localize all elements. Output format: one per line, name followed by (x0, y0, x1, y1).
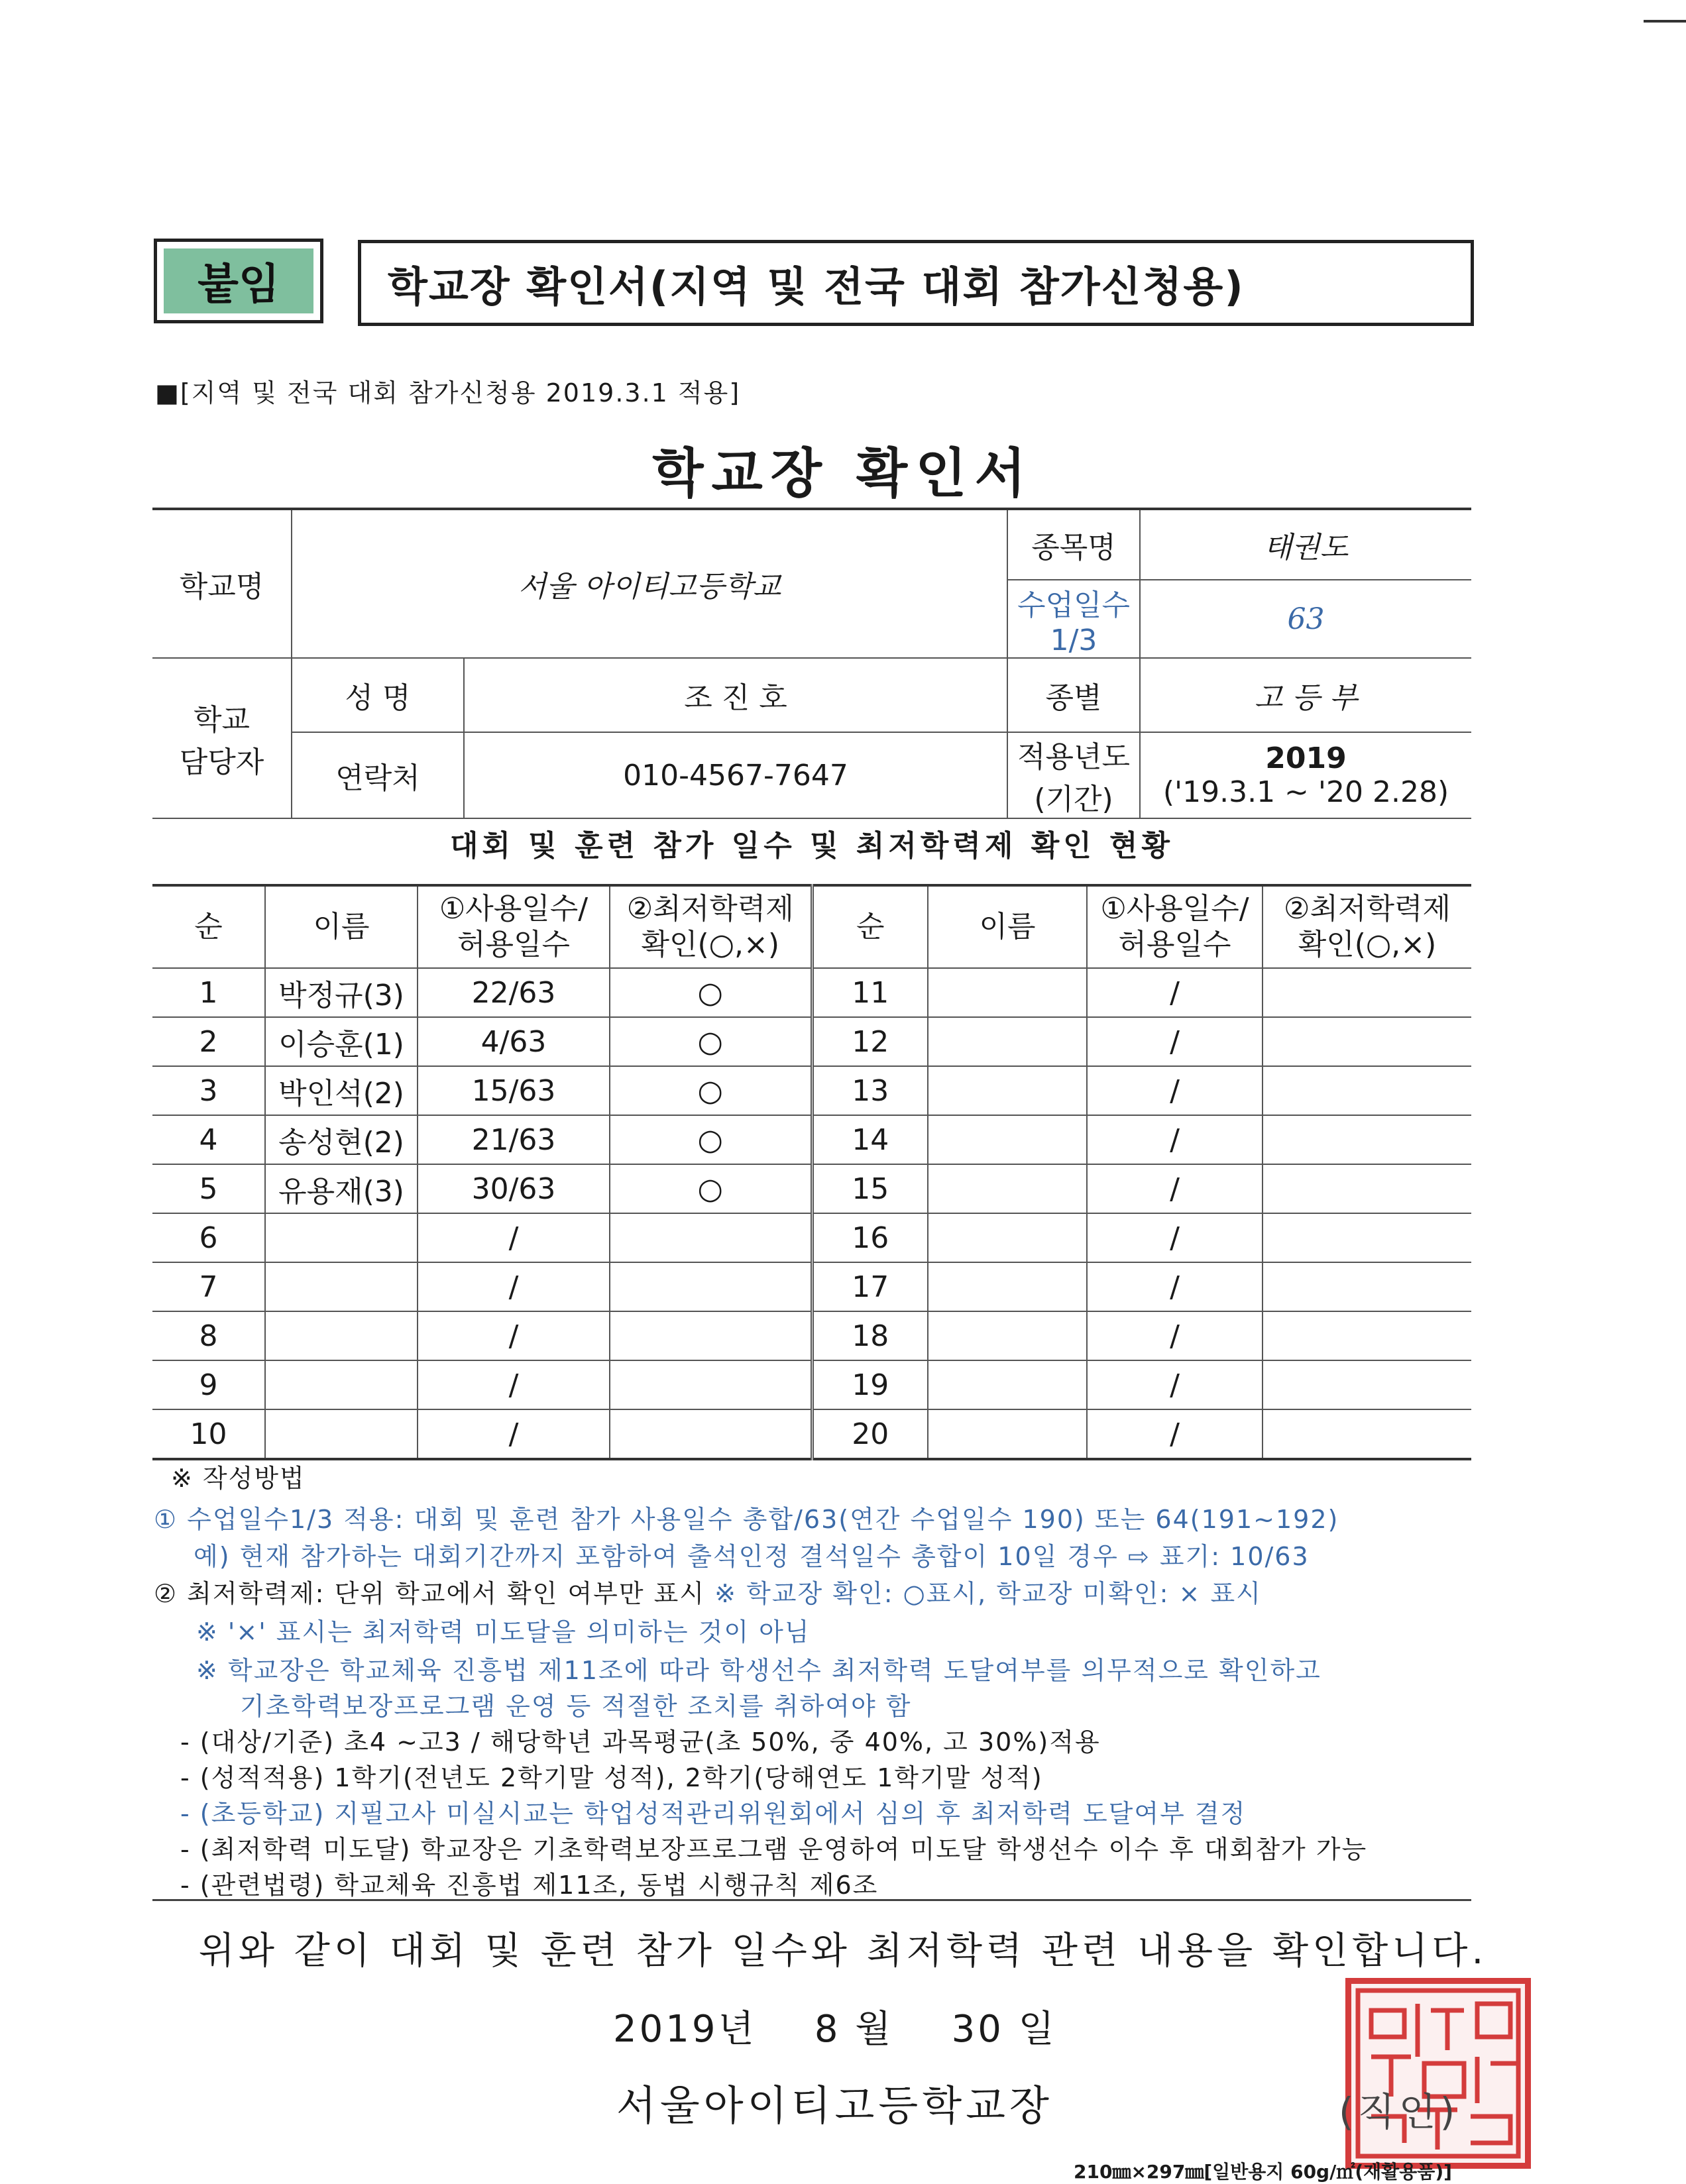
academic-check (1263, 1409, 1471, 1459)
table-row (152, 1311, 1471, 1360)
days-used: / (418, 1213, 610, 1262)
detail-2: - (성적적용) 1학기(전년도 2학기말 성적), 2학기(당해연도 1학기말 성적) (180, 1763, 1043, 1792)
header-days-2 (1087, 885, 1263, 968)
table-row (152, 1409, 1471, 1459)
days-used: / (1087, 1017, 1263, 1066)
days-used: / (418, 1360, 610, 1409)
student-name: 박인석(2) (265, 1066, 418, 1115)
closing-statement: 위와 같이 대회 및 훈련 참가 일수와 최저학력 관련 내용을 확인합니다. (198, 1930, 1488, 1973)
detail-5: - (관련법령) 학교체육 진흥법 제11조, 동법 시행규칙 제6조 (180, 1871, 879, 1900)
divider (152, 1899, 1471, 1901)
division-value: 고 등 부 (1140, 658, 1471, 732)
student-name (928, 1017, 1087, 1066)
student-name: 유용재(3) (265, 1164, 418, 1213)
row-number: 6 (152, 1213, 265, 1262)
division-label: 종별 (1007, 658, 1140, 732)
manager-label (152, 658, 292, 818)
days-used: / (1087, 1164, 1263, 1213)
note-3: ※ '×' 표시는 최저학력 미도달을 의미하는 것이 아님 (196, 1617, 811, 1647)
person-name-value: 조 진 호 (464, 658, 1007, 732)
row-number: 7 (152, 1262, 265, 1311)
student-name (928, 1213, 1087, 1262)
class-days-value: 63 (1140, 580, 1471, 658)
days-used: / (1087, 1213, 1263, 1262)
academic-check (1263, 1115, 1471, 1164)
days-used: / (1087, 968, 1263, 1017)
row-number: 13 (812, 1066, 928, 1115)
note-4-line2: 기초학력보장프로그램 운영 등 적절한 조치를 취하여야 함 (240, 1692, 912, 1721)
days-used: / (418, 1311, 610, 1360)
subtitle: ■[지역 및 전국 대회 참가신청용 2019.3.1 적용] (155, 378, 741, 408)
student-name (265, 1311, 418, 1360)
table-row (152, 1115, 1471, 1164)
student-name (928, 1409, 1087, 1459)
academic-check (610, 1213, 812, 1262)
note-2-text: ② 최저학력제: 단위 학교에서 확인 여부만 표시 (154, 1579, 715, 1608)
student-name (928, 1115, 1087, 1164)
person-name-label: 성 명 (292, 658, 464, 732)
row-number: 5 (152, 1164, 265, 1213)
date-month-unit: 월 (855, 2008, 894, 2051)
academic-check (610, 1409, 812, 1459)
academic-check: ○ (610, 1115, 812, 1164)
student-name (265, 1262, 418, 1311)
days-used: / (1087, 1262, 1263, 1311)
year-value (1140, 732, 1471, 818)
header-days (418, 885, 610, 968)
paper-spec: 210㎜×297㎜[일반용지 60g/㎡(재활용품)] (1074, 2161, 1452, 2183)
class-days-label-line1: 수업일수 (1017, 588, 1130, 622)
issue-date (613, 2000, 1057, 2053)
class-days-label-line2: 1/3 (1050, 623, 1097, 657)
academic-check (610, 1311, 812, 1360)
attachment-badge-label: 붙임 (164, 248, 313, 313)
days-used: / (1087, 1360, 1263, 1409)
note-1-line2: 예) 현재 참가하는 대회기간까지 포함하여 출석인정 결석일수 총합이 10일 경우 ⇨ 표기: 10/63 (194, 1542, 1310, 1571)
manager-label-line2: 담당자 (179, 745, 264, 779)
academic-check (1263, 1017, 1471, 1066)
detail-4: - (최저학력 미도달) 학교장은 기초학력보장프로그램 운영하여 미도달 학생선수 이수 후 대회참가 가능 (180, 1835, 1368, 1864)
section-title: 대회 및 훈련 참가 일수 및 최저학력제 확인 현황 (449, 829, 1174, 863)
seal-label: (직인) (1339, 2089, 1459, 2134)
student-name (928, 1262, 1087, 1311)
days-used: 4/63 (418, 1017, 610, 1066)
school-name-label: 학교명 (152, 509, 292, 658)
student-name (265, 1213, 418, 1262)
header-title: 학교장 확인서(지역 및 전국 대회 참가신청용) (358, 240, 1474, 326)
student-name (928, 1311, 1087, 1360)
row-number: 11 (812, 968, 928, 1017)
manager-label-line1: 학교 (193, 703, 250, 737)
days-used: / (1087, 1066, 1263, 1115)
row-number: 2 (152, 1017, 265, 1066)
header-no-2: 순 (812, 885, 928, 968)
student-name (265, 1409, 418, 1459)
header-check-2-line2: 확인(○,×) (1298, 928, 1437, 961)
academic-check (610, 1262, 812, 1311)
header-days-line1: ①사용일수/ (439, 892, 589, 926)
header-days-2-line1: ①사용일수/ (1100, 892, 1249, 926)
year-value-line2: ('19.3.1 ~ '20 2.28) (1162, 775, 1449, 809)
document-title: 학교장 확인서 (652, 443, 1034, 504)
student-name (928, 1360, 1087, 1409)
student-name (928, 1164, 1087, 1213)
header-name: 이름 (265, 885, 418, 968)
academic-check (610, 1360, 812, 1409)
header-check (610, 885, 812, 968)
days-used: / (418, 1409, 610, 1459)
table-row (152, 1164, 1471, 1213)
student-name (928, 968, 1087, 1017)
row-number: 19 (812, 1360, 928, 1409)
row-number: 14 (812, 1115, 928, 1164)
days-used: 21/63 (418, 1115, 610, 1164)
academic-check: ○ (610, 1066, 812, 1115)
school-name-value: 서울 아이티고등학교 (292, 509, 1007, 658)
academic-check (1263, 1213, 1471, 1262)
header-check-2 (1263, 885, 1471, 968)
contact-value: 010-4567-7647 (464, 732, 1007, 818)
row-number: 10 (152, 1409, 265, 1459)
student-name: 박정규(3) (265, 968, 418, 1017)
sport-value: 태권도 (1140, 509, 1471, 580)
note-1-line1: ① 수업일수1/3 적용: 대회 및 훈련 참가 사용일수 총합/63(연간 수업일수 190) 또는 64(191~192) (154, 1505, 1339, 1534)
header-days-line2: 허용일수 (457, 928, 570, 961)
signer-name: 서울아이티고등학교장 (616, 2081, 1053, 2130)
date-year: 2019년 (613, 2008, 757, 2051)
days-used: 30/63 (418, 1164, 610, 1213)
table-row (152, 968, 1471, 1017)
row-number: 1 (152, 968, 265, 1017)
academic-check (1263, 1164, 1471, 1213)
days-used: / (1087, 1311, 1263, 1360)
header-name-2: 이름 (928, 885, 1087, 968)
academic-check (1263, 1360, 1471, 1409)
academic-check (1263, 1262, 1471, 1311)
row-number: 12 (812, 1017, 928, 1066)
days-used: 15/63 (418, 1066, 610, 1115)
row-number: 16 (812, 1213, 928, 1262)
header-check-line1: ②최저학력제 (626, 892, 794, 926)
days-used: / (1087, 1115, 1263, 1164)
days-used: / (418, 1262, 610, 1311)
note-2 (154, 1573, 1262, 1610)
row-number: 15 (812, 1164, 928, 1213)
academic-check (1263, 1311, 1471, 1360)
table-row (152, 1213, 1471, 1262)
detail-1: - (대상/기준) 초4 ~고3 / 해당학년 과목평균(초 50%, 중 40%, 고 30%)적용 (180, 1727, 1101, 1757)
official-seal-stamp (1345, 1978, 1531, 2169)
row-number: 4 (152, 1115, 265, 1164)
sport-label: 종목명 (1007, 509, 1140, 580)
detail-3: - (초등학교) 지필고사 미실시교는 학업성적관리위원회에서 심의 후 최저학력 도달여부 결정 (180, 1799, 1247, 1828)
student-name: 송성현(2) (265, 1115, 418, 1164)
year-value-line1: 2019 (1265, 741, 1347, 775)
header-check-2-line1: ②최저학력제 (1284, 892, 1451, 926)
academic-check: ○ (610, 1164, 812, 1213)
roster-table (152, 884, 1471, 1460)
header-no: 순 (152, 885, 265, 968)
header-check-line2: 확인(○,×) (641, 928, 780, 961)
row-number: 3 (152, 1066, 265, 1115)
table-row (152, 1066, 1471, 1115)
days-used: / (1087, 1409, 1263, 1459)
academic-check: ○ (610, 968, 812, 1017)
attachment-badge (154, 239, 323, 323)
class-days-label (1007, 580, 1140, 658)
year-label-line2: (기간) (1034, 783, 1113, 816)
notes-heading: ※ 작성방법 (171, 1464, 306, 1493)
note-2-highlight: ※ 학교장 확인: ○표시, 학교장 미확인: × 표시 (714, 1579, 1262, 1608)
date-month: 8 (814, 2008, 841, 2051)
academic-check (1263, 1066, 1471, 1115)
row-number: 20 (812, 1409, 928, 1459)
row-number: 8 (152, 1311, 265, 1360)
table-row (152, 1360, 1471, 1409)
table-row (152, 1017, 1471, 1066)
header-days-2-line2: 허용일수 (1118, 928, 1231, 961)
student-name: 이승훈(1) (265, 1017, 418, 1066)
academic-check: ○ (610, 1017, 812, 1066)
note-4-line1: ※ 학교장은 학교체육 진흥법 제11조에 따라 학생선수 최저학력 도달여부를 의무적으로 확인하고 (196, 1656, 1321, 1685)
year-label (1007, 732, 1140, 818)
row-number: 9 (152, 1360, 265, 1409)
student-name (265, 1360, 418, 1409)
row-number: 18 (812, 1311, 928, 1360)
student-name (928, 1066, 1087, 1115)
table-row (152, 1262, 1471, 1311)
info-table (152, 508, 1471, 819)
date-day-unit: 일 (1018, 2008, 1057, 2051)
days-used: 22/63 (418, 968, 610, 1017)
date-day: 30 (951, 2008, 1004, 2051)
academic-check (1263, 968, 1471, 1017)
row-number: 17 (812, 1262, 928, 1311)
contact-label: 연락처 (292, 732, 464, 818)
corner-mark (1644, 0, 1686, 23)
year-label-line1: 적용년도 (1017, 740, 1130, 774)
